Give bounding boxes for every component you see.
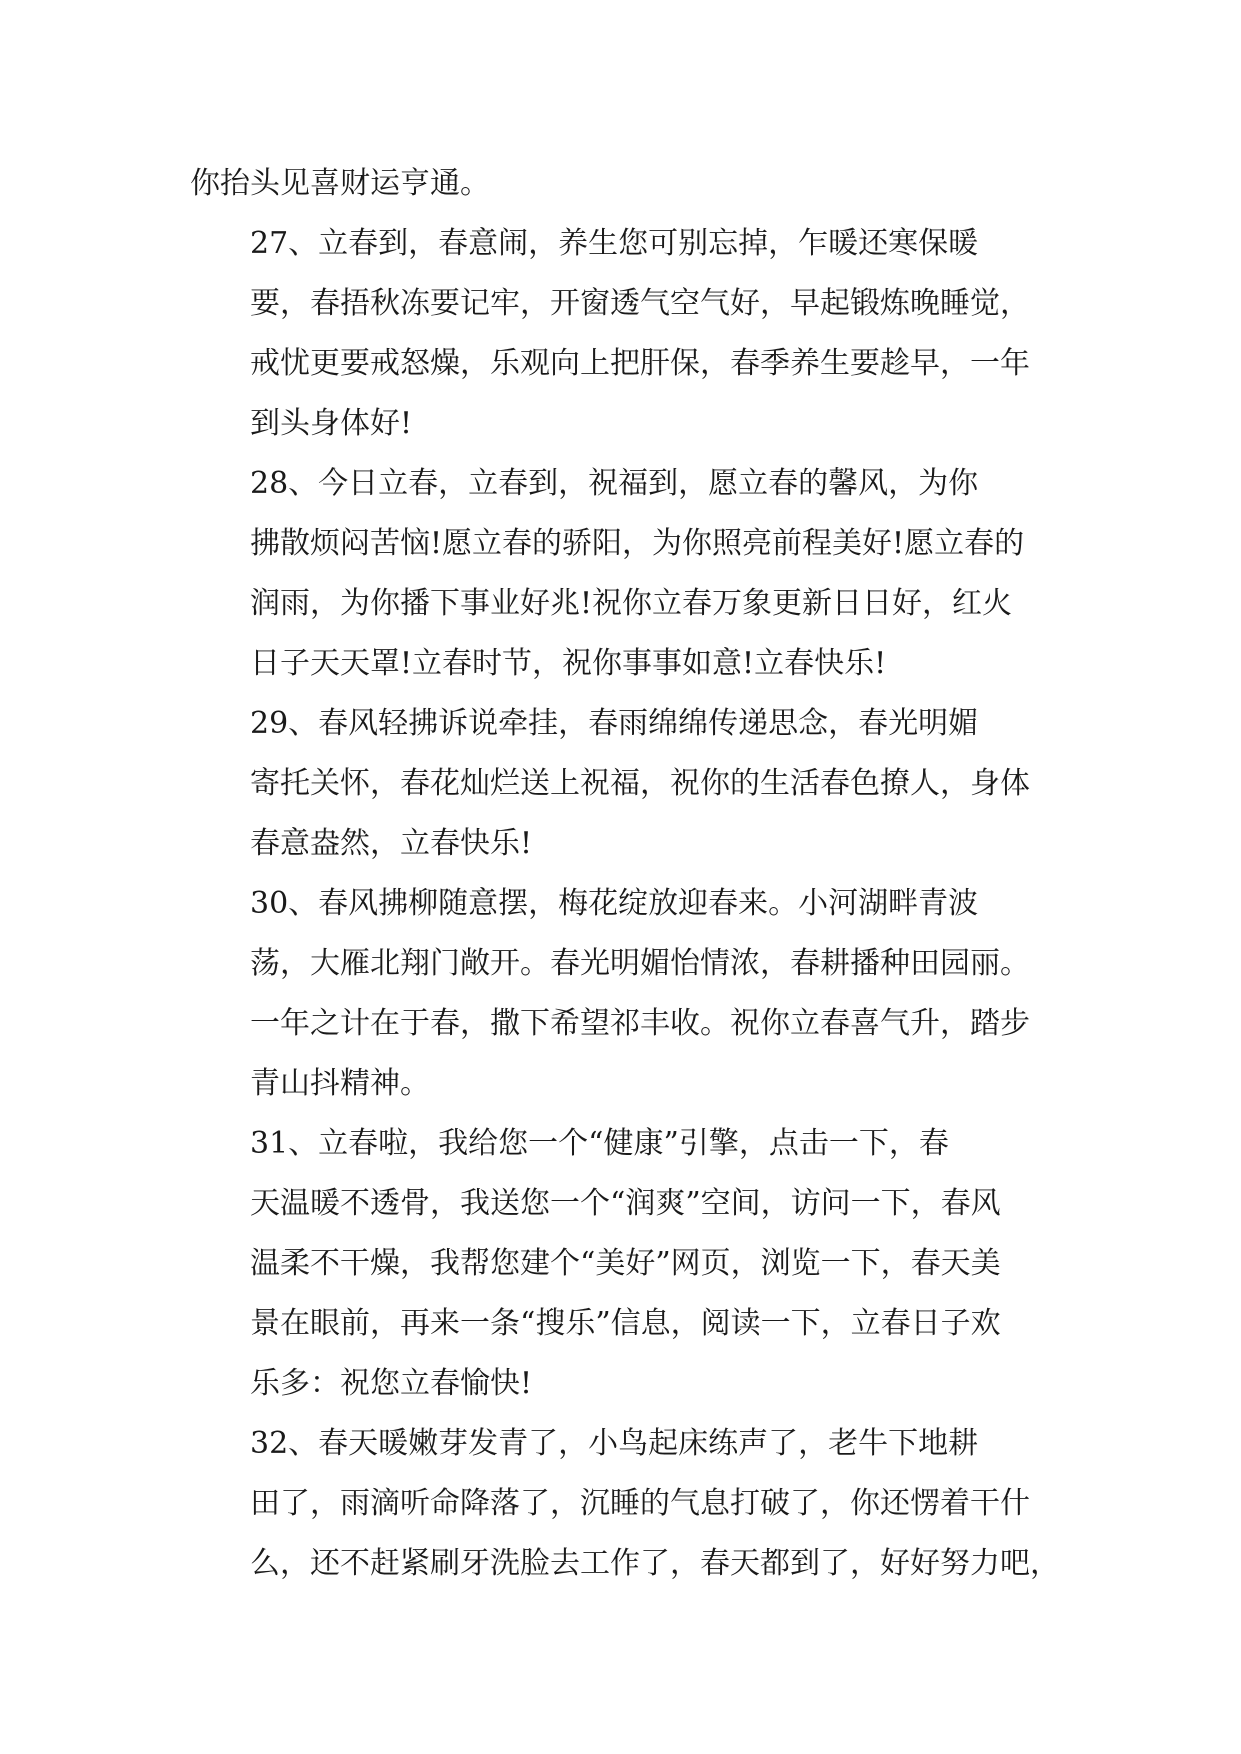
text-line: 青山抖精神。 <box>250 1066 430 1101</box>
text-line: 戒忧更要戒怒燥，乐观向上把肝保，春季养生要趁早，一年 <box>250 346 1030 381</box>
paragraph-27 <box>190 214 1052 454</box>
text-line: 寄托关怀，春花灿烂送上祝福，祝你的生活春色撩人，身体 <box>250 766 1030 801</box>
paragraph-28 <box>190 454 1052 694</box>
text-line: 拂散烦闷苦恼!愿立春的骄阳，为你照亮前程美好!愿立春的 <box>250 526 1025 561</box>
text-line: 27、立春到，春意闹，养生您可别忘掉，乍暖还寒保暖 <box>250 226 979 261</box>
text-line: 么，还不赶紧刷牙洗脸去工作了，春天都到了，好好努力吧， <box>250 1546 1060 1581</box>
paragraph-31 <box>190 1114 1052 1414</box>
paragraph-30 <box>190 874 1052 1114</box>
paragraph-32 <box>190 1414 1060 1594</box>
text-line: 景在眼前，再来一条“搜乐”信息，阅读一下，立春日子欢 <box>250 1306 1001 1341</box>
text-line: 乐多：祝您立春愉快! <box>250 1366 533 1401</box>
text-line: 春意盎然，立春快乐! <box>250 826 533 861</box>
text-line: 荡，大雁北翔门敞开。春光明媚怡情浓，春耕播种田园丽。 <box>250 946 1030 981</box>
text-line: 30、春风拂柳随意摆，梅花绽放迎春来。小河湖畔青波 <box>250 886 979 921</box>
text-line: 一年之计在于春，撒下希望祁丰收。祝你立春喜气升，踏步 <box>250 1006 1030 1041</box>
paragraph-continued <box>190 154 1052 214</box>
text-line: 天温暖不透骨，我送您一个“润爽”空间，访问一下，春风 <box>250 1186 1001 1221</box>
paragraph-29 <box>190 694 1052 874</box>
text-line: 要，春捂秋冻要记牢，开窗透气空气好，早起锻炼晚睡觉， <box>250 286 1030 321</box>
text-line: 29、春风轻拂诉说牵挂，春雨绵绵传递思念，春光明媚 <box>250 706 979 741</box>
text-line: 温柔不干燥，我帮您建个“美好”网页，浏览一下，春天美 <box>250 1246 1001 1281</box>
text-line: 润雨，为你播下事业好兆!祝你立春万象更新日日好，红火 <box>250 586 1013 621</box>
text-line: 日子天天罩!立春时节，祝你事事如意!立春快乐! <box>250 646 887 681</box>
text-line: 你抬头见喜财运亨通。 <box>190 166 490 201</box>
text-line: 32、春天暖嫩芽发青了，小鸟起床练声了，老牛下地耕 <box>250 1426 979 1461</box>
text-line: 28、今日立春，立春到，祝福到，愿立春的馨风，为你 <box>250 466 979 501</box>
text-line: 田了，雨滴听命降落了，沉睡的气息打破了，你还愣着干什 <box>250 1486 1030 1521</box>
text-line: 到头身体好! <box>250 406 413 441</box>
text-line: 31、立春啦，我给您一个“健康”引擎，点击一下，春 <box>250 1126 949 1161</box>
document-body <box>190 154 1060 1594</box>
